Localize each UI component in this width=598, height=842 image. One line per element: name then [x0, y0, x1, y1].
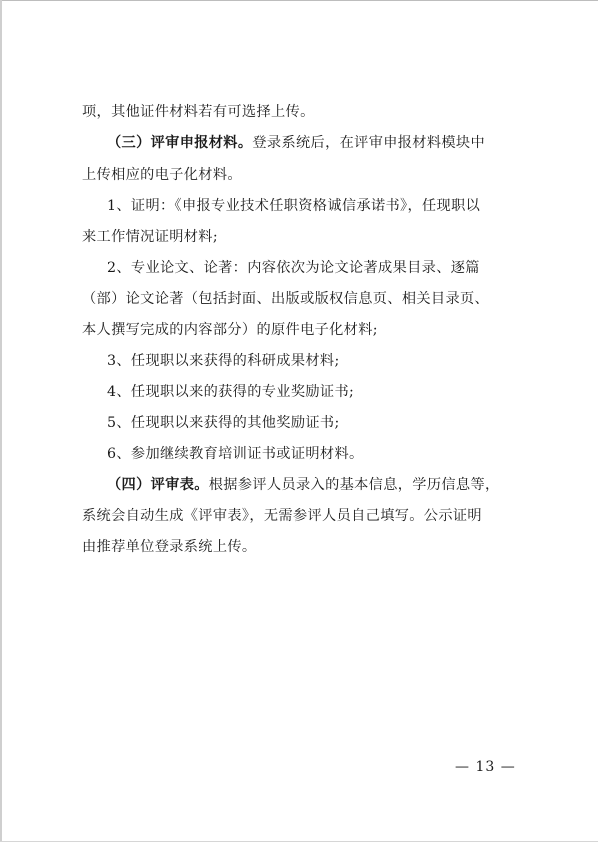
text-line: 项，其他证件材料若有可选择上传。 — [82, 104, 315, 120]
list-item-1-continued: 来工作情况证明材料; — [82, 229, 218, 245]
section-3-heading: （三）评审申报材料。 — [107, 135, 253, 151]
list-item-2-continued: （部）论文论著（包括封面、出版或版权信息页、相关目录页、 — [82, 291, 490, 307]
section-4-line-1 — [107, 476, 500, 494]
list-item-3: 3、任现职以来获得的科研成果材料; — [107, 353, 340, 369]
text-line: 由推荐单位登录系统上传。 — [82, 539, 257, 555]
section-4-text: 根据参评人员录入的基本信息，学历信息等， — [208, 477, 500, 493]
list-item-2: 2、专业论文、论著：内容依次为论文论著成果目录、逐篇 — [107, 260, 480, 276]
list-item-1: 1、证明：《申报专业技术任职资格诚信承诺书》，任现职以 — [107, 198, 481, 214]
list-item-5: 5、任现职以来获得的其他奖励证书; — [107, 415, 340, 431]
list-item-2-continued: 本人撰写完成的内容部分）的原件电子化材料; — [82, 322, 378, 338]
list-item-6: 6、参加继续教育培训证书或证明材料。 — [107, 446, 364, 462]
list-item-4: 4、任现职以来的获得的专业奖励证书; — [107, 384, 355, 400]
page-border-top — [0, 0, 598, 1]
text-line: 系统会自动生成《评审表》，无需参评人员自己填写。公示证明 — [82, 508, 482, 524]
section-3-line-1 — [107, 134, 485, 152]
section-3-text: 登录系统后，在评审申报材料模块中 — [252, 135, 485, 151]
page-border-left — [0, 0, 2, 842]
page-number: — 13 — — [455, 759, 516, 775]
text-line: 上传相应的电子化材料。 — [82, 167, 242, 183]
section-4-heading: （四）评审表。 — [107, 477, 209, 493]
